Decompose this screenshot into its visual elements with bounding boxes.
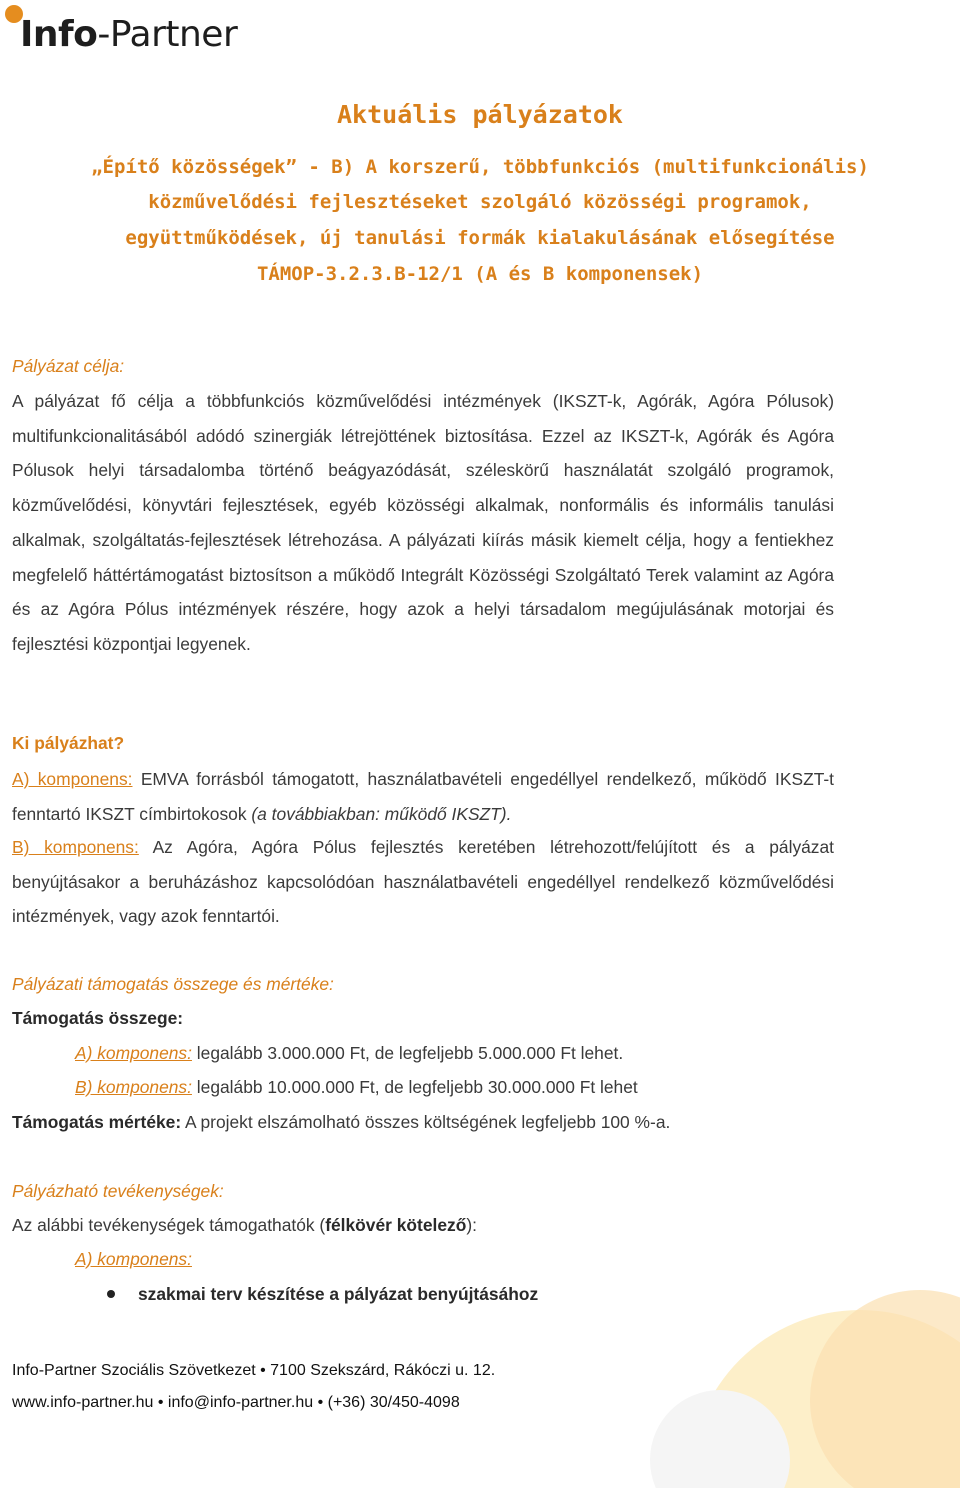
activity-item: szakmai terv készítése a pályázat benyújtásához [138,1284,539,1304]
decorative-circles [620,1250,960,1488]
activities-intro-pre: Az alábbi tevékenységek támogathatók ( [12,1215,326,1235]
activities-component-a [75,1249,192,1270]
component-a-link[interactable]: A) komponens: [12,769,133,789]
goal-paragraph: A pályázat fő célja a többfunkciós közművelődési intézmények (IKSZT-k, Agórák, Agóra Pólusok) multifunkcionalitásából adódó szinergiák létrejöttének biztosítása. Ezzel az IKSZT-k, Agórák és Agóra Pólusok helyi társadalomba történő beágyazódását, széleskörű használatát szolgáló programok, közművelődési, könyvtári fejlesztések, egyéb közösségi alkalmak, nonformális és informális tanulási alkalmak, szolgáltatás-fejlesztések létrehozása. A pályázati kiírás másik kiemelt célja, hogy a fentiekhez megfelelő háttértámogatást biztosítson a működő Integrált Közösségi Szolgáltató Terek valamint az Agóra és az Agóra Pólus intézmények részére, hogy azok a helyi társadalom megújulásának motorjai és fejlesztési központjai legyenek. [12,391,834,654]
amount-component-a [75,1043,623,1064]
activities-intro-post: ): [466,1215,477,1235]
header-line-1: „Építő közösségek” - B) A korszerű, többfunkciós (multifunkcionális) [91,156,869,178]
support-rate [12,1112,670,1133]
logo-text [20,14,237,55]
component-b-link[interactable]: B) komponens: [12,837,139,857]
section-heading-who: Ki pályázhat? [12,733,125,753]
bullet-icon [107,1290,115,1298]
section-heading-amount: Pályázati támogatás összege és mértéke: [12,974,334,994]
header-line-4: TÁMOP-3.2.3.B-12/1 (A és B komponensek) [256,263,704,285]
activities-intro-bold: félkövér kötelező [325,1215,467,1235]
section-heading-activities: Pályázható tevékenységek: [12,1181,224,1201]
amount-component-b [75,1077,638,1098]
amount-b-text: legalább 10.000.000 Ft, de legfeljebb 30.000.000 Ft lehet [191,1077,638,1097]
activities-intro [12,1215,477,1236]
page-title: Aktuális pályázatok [337,100,623,129]
support-rate-text: A projekt elszámolható összes költségének legfeljebb 100 %-a. [181,1112,671,1132]
who-component-b [12,830,834,934]
support-rate-label: Támogatás mértéke: [12,1112,182,1132]
logo-part2: -Partner [97,14,238,55]
amount-subheading: Támogatás összege: [12,1008,184,1028]
logo-part1: Info [20,14,98,55]
header-line-2: közművelődési fejlesztéseket szolgáló közösségi programok, [148,191,812,213]
who-component-a [12,762,834,831]
logo [0,0,240,60]
header-line-3: együttműködések, új tanulási formák kialakulásának elősegítése [125,227,835,249]
component-a-text: EMVA forrásból támogatott, használatbavételi engedéllyel rendelkező, működő IKSZT-t fenntartó IKSZT címbirtokosok [12,769,834,824]
footer-address: Info-Partner Szociális Szövetkezet • 7100 Szekszárd, Rákóczi u. 12. [12,1362,496,1379]
component-a-note: (a továbbiakban: működő IKSZT). [251,803,512,824]
amount-b-link[interactable]: B) komponens: [75,1077,192,1097]
footer-contact: www.info-partner.hu • info@info-partner.hu • (+36) 30/450-4098 [12,1394,460,1411]
activities-a-link[interactable]: A) komponens: [75,1249,192,1269]
section-heading-goal: Pályázat célja: [12,356,125,376]
amount-a-link[interactable]: A) komponens: [75,1043,192,1063]
component-b-text: Az Agóra, Agóra Pólus fejlesztés keretében létrehozott/felújított és a pályázat benyújtásakor a beruházáshoz kapcsolódóan használatbavételi engedéllyel rendelkező közművelődési intézmények, vagy azok fenntartói. [12,837,835,927]
amount-a-text: legalább 3.000.000 Ft, de legfeljebb 5.000.000 Ft lehet. [191,1043,624,1063]
